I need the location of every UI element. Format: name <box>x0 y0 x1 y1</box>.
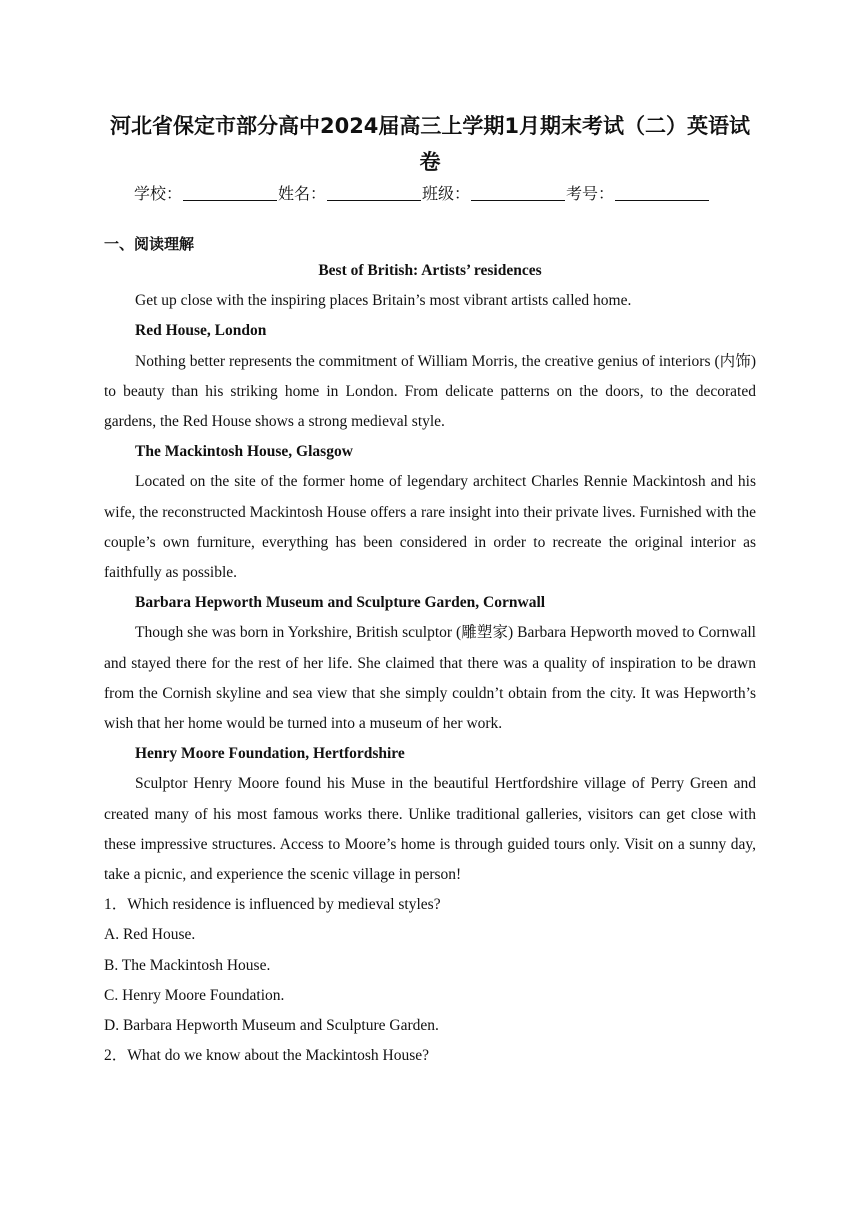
section-heading: 一、阅读理解 <box>104 235 195 253</box>
answer-option: D. Barbara Hepworth Museum and Sculpture Garden. <box>104 1017 439 1035</box>
intro-paragraph: Get up close with the inspiring places Britain’s most vibrant artists called home. <box>135 292 632 310</box>
question-stem: 2．What do we know about the Mackintosh House? <box>104 1047 430 1065</box>
exam-title: 河北省保定市部分高中2024届高三上学期1月期末考试（二）英语试卷 <box>109 114 751 174</box>
class-blank <box>471 184 565 201</box>
answer-option: A. Red House. <box>104 926 196 944</box>
place-heading: The Mackintosh House, Glasgow <box>135 443 353 461</box>
name-blank <box>327 184 421 201</box>
exam-number-blank <box>615 184 709 201</box>
place-heading: Red House, London <box>135 322 267 340</box>
answer-option: B. The Mackintosh House. <box>104 956 271 974</box>
answer-option: C. Henry Moore Foundation. <box>104 986 285 1004</box>
place-paragraph: Located on the site of the former home of legendary architect Charles Rennie Mackintosh and his wife, the reconstructed Mackintosh House offers a rare insight into their private lives. Furnished with the couple’s own furniture, everything has been considered in order to recreate the original interior as faithfully as possible. <box>104 473 756 582</box>
place-paragraph: Though she was born in Yorkshire, British sculptor (雕塑家) Barbara Hepworth moved to Cornwall and stayed there for the rest of her life. She claimed that there was a quality of inspiration to be drawn from the Cornish skyline and sea view that she simply couldn’t obtain from the city. It was Hepworth’s wish that her home would be turned into a museum of her work. <box>104 624 756 733</box>
question-stem: 1．Which residence is influenced by medieval styles? <box>104 896 441 914</box>
school-blank <box>183 184 277 201</box>
place-paragraph: Sculptor Henry Moore found his Muse in the beautiful Hertfordshire village of Perry Green and created many of his most famous works there. Unlike traditional galleries, visitors can get close with these impressive structures. Access to Moore’s home is through guided tours only. Visit on a sunny day, take a picnic, and experience the scenic village in person! <box>104 775 756 884</box>
place-heading: Henry Moore Foundation, Hertfordshire <box>135 745 405 763</box>
place-heading: Barbara Hepworth Museum and Sculpture Garden, Cornwall <box>135 594 546 612</box>
class-label: 班级： <box>422 184 471 203</box>
place-paragraph: Nothing better represents the commitment of William Morris, the creative genius of interiors (内饰) to beauty than his striking home in London. From delicate patterns on the doors, to the decorated gardens, the Red House shows a strong medieval style. <box>104 352 756 431</box>
name-label: 姓名： <box>278 184 327 203</box>
article-title: Best of British: Artists’ residences <box>318 262 542 279</box>
exam-number-label: 考号： <box>566 184 615 203</box>
student-info-line <box>134 182 774 206</box>
school-label: 学校： <box>134 184 183 203</box>
reading-passage <box>104 256 756 1071</box>
